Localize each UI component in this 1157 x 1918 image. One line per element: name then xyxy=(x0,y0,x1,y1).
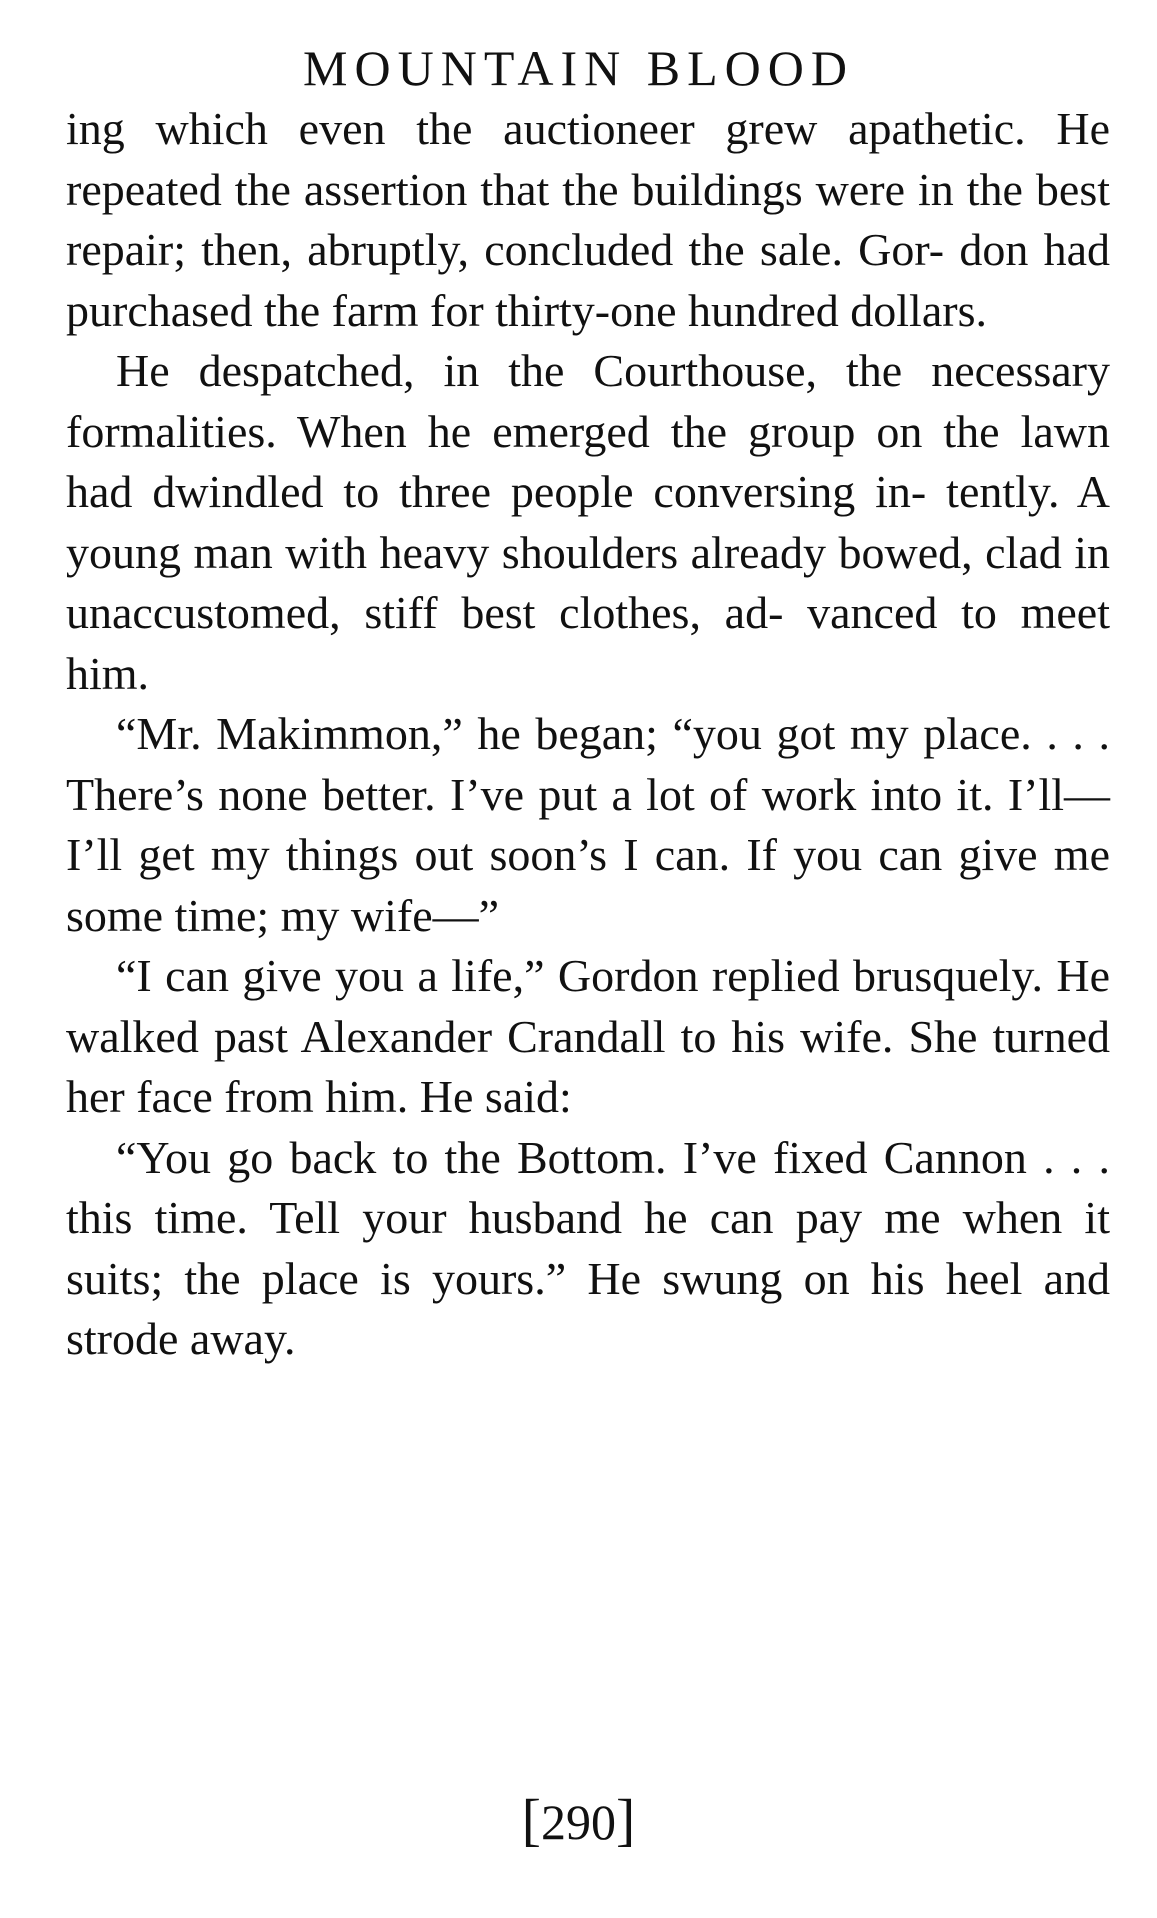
page-number xyxy=(0,1787,1157,1852)
paragraph xyxy=(66,946,1110,1128)
text-line: I can. If you can give me some time; my wife—” xyxy=(66,829,1111,941)
text-line: . . . this time. Tell your husband he can pay me xyxy=(66,1131,1111,1243)
text-line: “Mr. Makimmon,” he began; “you got my xyxy=(116,708,909,759)
text-line: lawn had dwindled to three people conversing in- xyxy=(66,405,1111,517)
paragraph xyxy=(66,99,1110,341)
text-line: place. . . . There’s none better. I’ve put a lot of xyxy=(66,708,1110,820)
text-line: “You go back to the Bottom. I’ve fixed Cannon xyxy=(116,1131,1027,1183)
folio-close-bracket: ] xyxy=(616,1787,636,1852)
text-line: don had purchased the farm for thirty-one hundred xyxy=(66,224,1111,336)
text-line: repeated the assertion that the buildings were in the xyxy=(66,163,1023,215)
body-text xyxy=(66,99,1110,1370)
text-line: work into it. I’ll—I’ll get my things out soon’s xyxy=(66,768,1111,880)
text-line: best repair; then, abruptly, concluded the sale. Gor- xyxy=(66,163,1111,275)
text-line: He walked past Alexander Crandall to his wife. xyxy=(66,950,1111,1062)
paragraph xyxy=(66,341,1110,704)
text-line: “I can give you a life,” Gordon replied brusquely. xyxy=(116,950,1043,1001)
text-line: She turned her face from him. He said: xyxy=(66,1010,1111,1122)
text-line: ing which even the auctioneer grew apathetic. He xyxy=(66,103,1110,154)
text-line: vanced to meet him. xyxy=(66,587,1110,699)
text-line: bowed, clad in unaccustomed, stiff best clothes, ad- xyxy=(66,526,1111,638)
text-line: dollars. xyxy=(850,284,987,336)
folio-open-bracket: [ xyxy=(521,1787,541,1852)
text-line: tently. A young man with heavy shoulders already xyxy=(66,466,1111,578)
text-line: heel and strode away. xyxy=(66,1252,1110,1364)
text-line: formalities. When he emerged the group on the xyxy=(66,405,1000,457)
paragraph xyxy=(66,1128,1110,1370)
text-line: He despatched, in the Courthouse, the necessary xyxy=(116,345,1110,396)
running-head: MOUNTAIN BLOOD xyxy=(303,40,854,96)
text-line: when it suits; the place is yours.” He swung on his xyxy=(66,1192,1110,1304)
paragraph xyxy=(66,704,1110,946)
folio-number: 290 xyxy=(541,1794,616,1850)
